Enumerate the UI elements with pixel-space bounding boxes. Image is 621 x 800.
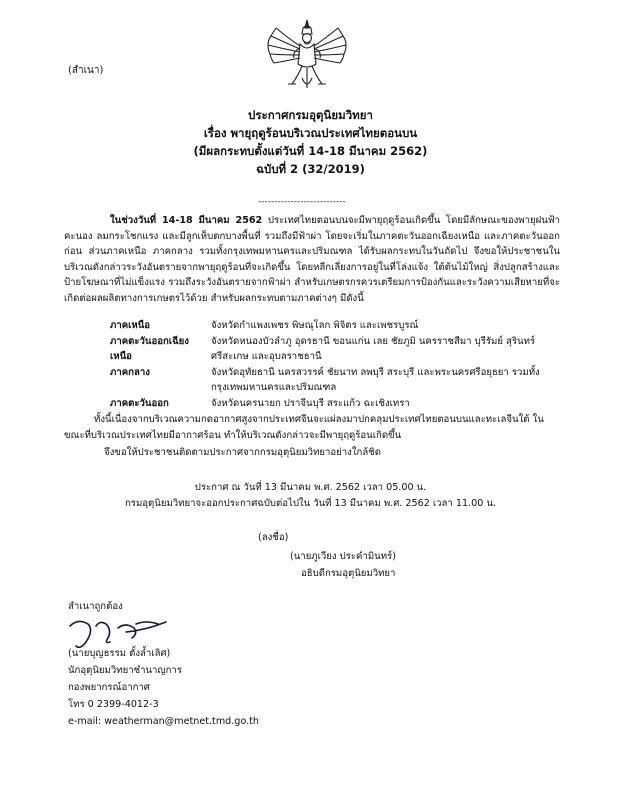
contact-phone: โทร 0 2399-4012-3 <box>68 699 159 710</box>
paragraph-lead: ในช่วงวันที่ 14-18 มีนาคม 2562 <box>110 215 263 226</box>
region-row <box>110 318 570 334</box>
paragraph-body: ประเทศไทยตอนบนจะมีพายุฤดูร้อนเกิดขึ้น โดยมีลักษณะของพายุฝนฟ้าคะนอง ลมกระโชกแรง และมีลูกเห็บตกบางพื้นที่ รวมถึงมีฟ้าผ่า โดยจะเริ่มในภาคตะวันออกเฉียงเหนือ และภาคตะวันออกก่อน ส่วนภาคเหนือ ภาคกลาง รวมทั้งกรุงเทพมหานครและปริมณฑล ได้รับผลกระทบในวันถัดไป จึงขอให้ประชาชนในบริเวณดังกล่าวระวังอันตรายจากพายุฤดูร้อนที่จะเกิดขึ้น โดยหลีกเลี่ยงการอยู่ในที่โล่งแจ้ง ใต้ต้นไม้ใหญ่ สิ่งปลูกสร้างและป้ายโฆษณาที่ไม่แข็งแรง รวมถึงระวังอันตรายจากฟ้าผ่า สำหรับเกษตรกรควรเตรียมการป้องกันและระวังความเสียหายที่จะเกิดต่อผลผลิตทางการเกษตรไว้ด้วย สำหรับผลกระทบตามภาคต่างๆ มีดังนี้ <box>64 215 561 304</box>
title-line-effect-period: (มีผลกระทบตั้งแต่วันที่ 14-18 มีนาคม 2562) <box>193 144 428 158</box>
region-provinces: จังหวัดอุทัยธานี นครสวรรค์ ชัยนาท ลพบุรี สระบุรี และพระนครศรีอยุธยา รวมทั้งกรุงเทพมหานครและปริมณฑล <box>211 366 540 394</box>
signed-label: (ลงชื่อ) <box>258 532 289 543</box>
announcement-block <box>0 480 621 512</box>
title-line-subject: เรื่อง พายุฤดูร้อนบริเวณประเทศไทยตอนบน <box>203 126 418 140</box>
region-row <box>110 396 570 412</box>
contact-email[interactable]: e-mail: weatherman@metnet.tmd.go.th <box>68 716 259 727</box>
certified-copy-label: สำเนาถูกต้อง <box>68 601 123 612</box>
paragraph-main <box>64 213 560 307</box>
separator-line: --------------------------- <box>258 197 346 207</box>
certifier-name: (นายบุญธรรม ตั้งล้ำเลิศ) <box>68 648 171 659</box>
signer-name: (นายภูเวียง ประคำมินทร์) <box>290 551 396 562</box>
region-provinces: จังหวัดนครนายก ปราจีนบุรี สระแก้ว ฉะเชิงเทรา <box>211 397 410 409</box>
region-name: ภาคตะวันออก <box>110 397 169 409</box>
region-row <box>110 365 570 396</box>
region-provinces: จังหวัดหนองบัวลำภู อุดรธานี ขอนแก่น เลย ชัยภูมิ นครราชสีมา บุรีรัมย์ สุรินทร์ ศรีสะเกษ และอุบลราชธานี <box>211 335 536 363</box>
region-name: ภาคตะวันออกเฉียงเหนือ <box>110 335 189 363</box>
certifier-division: กองพยากรณ์อากาศ <box>68 682 150 693</box>
certifier-position: นักอุตุนิยมวิทยาชำนาญการ <box>68 665 182 676</box>
copy-tag: (สำเนา) <box>68 65 104 76</box>
region-name: ภาคเหนือ <box>110 320 151 331</box>
certifier-block <box>68 645 259 730</box>
announcement-date: ประกาศ ณ วันที่ 13 มีนาคม พ.ศ. 2562 เวลา 05.00 น. <box>194 482 427 493</box>
region-row <box>110 334 570 365</box>
document-title-block <box>0 106 621 178</box>
paragraph-cause <box>64 412 560 443</box>
region-name: ภาคกลาง <box>110 366 150 378</box>
garuda-emblem-icon <box>262 18 352 92</box>
paragraph-cause-text: ทั้งนี้เนื่องจากบริเวณความกดอากาศสูงจากประเทศจีนจะแผ่ลงมาปกคลุมประเทศไทยตอนบนและทะเลจีนใต้ ในขณะที่บริเวณประเทศไทยมีอากาศร้อน ทำให้บริเวณดังกล่าวจะมีพายุฤดูร้อนเกิดขึ้น <box>64 414 544 441</box>
region-impact-table <box>110 318 570 412</box>
title-line-issue-number: ฉบับที่ 2 (32/2019) <box>256 162 365 176</box>
next-announcement: กรมอุตุนิยมวิทยาจะออกประกาศฉบับต่อไปใน วันที่ 13 มีนาคม พ.ศ. 2562 เวลา 11.00 น. <box>125 498 496 509</box>
title-line-agency: ประกาศกรมอุตุนิยมวิทยา <box>248 108 373 122</box>
region-provinces: จังหวัดกำแพงเพชร พิษณุโลก พิจิตร และเพชรบูรณ์ <box>211 320 419 331</box>
signer-position: อธิบดีกรมอุตุนิยมวิทยา <box>301 568 396 579</box>
paragraph-advice: จึงขอให้ประชาชนติดตามประกาศจากกรมอุตุนิยมวิทยาอย่างใกล้ชิด <box>104 447 381 458</box>
